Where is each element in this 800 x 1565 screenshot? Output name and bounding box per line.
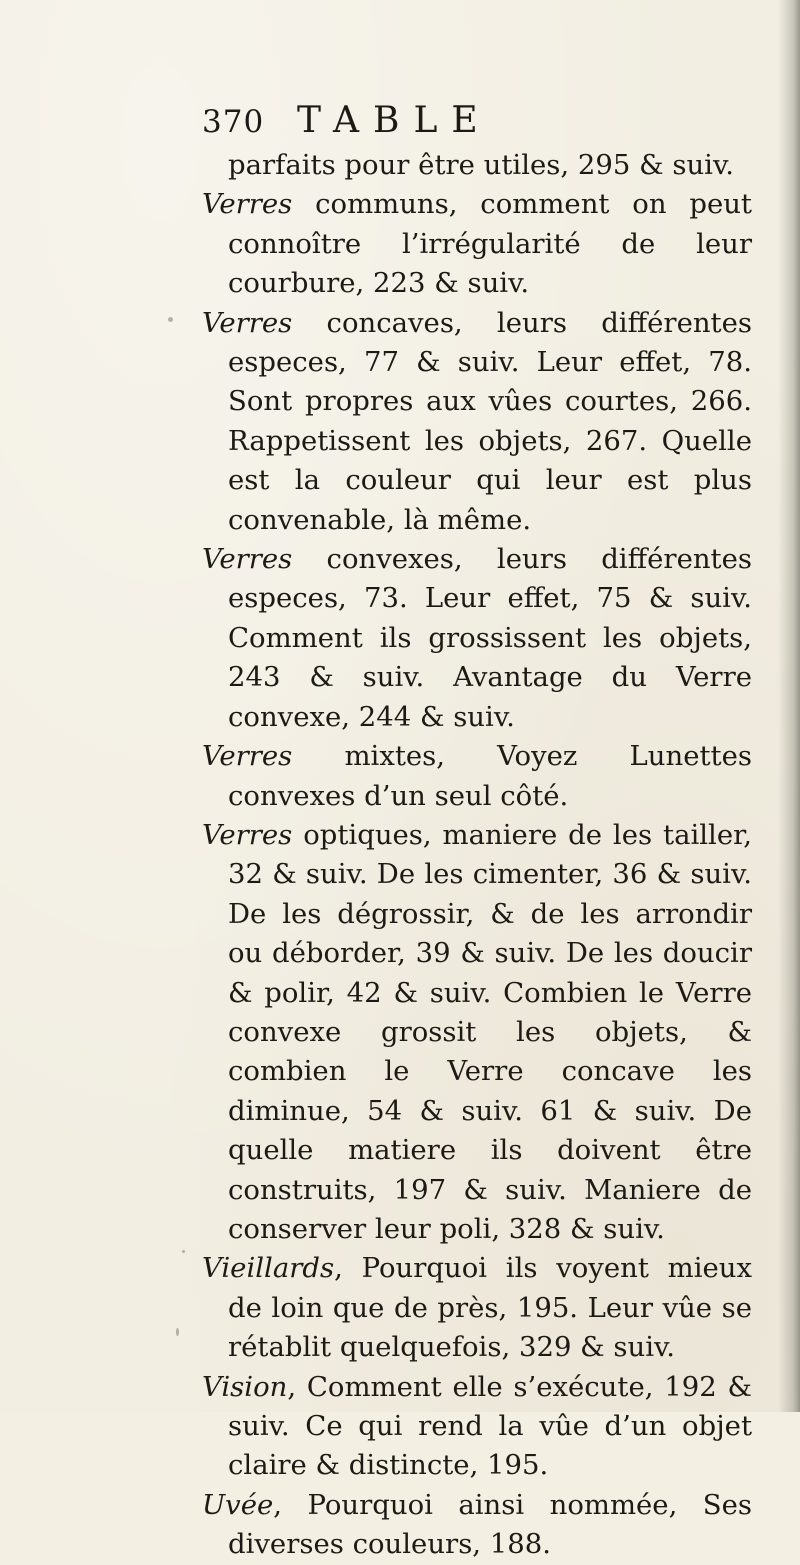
entry-text: communs, comment on peut connoître l’irrégularité de leur courbure, 223 & suiv. bbox=[228, 188, 752, 300]
entry-text: convexes, leurs différentes especes, 73. Leur effet, 75 & suiv. Comment ils grossissent les objets, 243 & suiv. Avantage du Verre convexe, 244 & suiv. bbox=[228, 543, 752, 733]
entry-keyword: Verres bbox=[202, 543, 293, 576]
index-entry-uvee bbox=[202, 1486, 752, 1565]
running-head: TABLE bbox=[297, 100, 492, 141]
page-header bbox=[202, 100, 762, 144]
index-entry-verres-concaves bbox=[202, 304, 752, 540]
entry-text: , Pourquoi ils voyent mieux de loin que de près, 195. Leur vûe se rétablit quelquefois, 329 & suiv. bbox=[228, 1252, 752, 1364]
entry-keyword: Vieillards bbox=[202, 1252, 335, 1285]
index-entry-continued bbox=[202, 146, 752, 185]
index-entry-verres-convexes bbox=[202, 540, 752, 737]
ink-speck bbox=[176, 1328, 179, 1336]
entry-text: mixtes, Voyez Lunettes convexes d’un seul côté. bbox=[228, 740, 752, 812]
ink-speck bbox=[168, 317, 173, 322]
index-entries bbox=[202, 146, 752, 1565]
page-edge-shadow bbox=[778, 0, 800, 1412]
index-entry-verres-communs bbox=[202, 185, 752, 303]
index-entry-verres-mixtes bbox=[202, 737, 752, 816]
entry-text: optiques, maniere de les tailler, 32 & suiv. De les cimenter, 36 & suiv. De les dégrossir, & de les arrondir ou déborder, 39 & suiv. De les doucir & polir, 42 & suiv. Combien le Verre convexe grossit les objets, & combien le Verre concave les diminue, 54 & suiv. 61 & suiv. De quelle matiere ils doivent être construits, 197 & suiv. Maniere de conserver leur poli, 328 & suiv. bbox=[228, 818, 752, 1245]
entry-keyword: Verres bbox=[202, 188, 293, 221]
entry-text: parfaits pour être utiles, 295 & suiv. bbox=[228, 149, 734, 181]
entry-keyword: Verres bbox=[202, 818, 293, 851]
index-entry-vieillards bbox=[202, 1249, 752, 1367]
index-entry-verres-optiques bbox=[202, 816, 752, 1249]
ink-speck bbox=[182, 1250, 185, 1253]
index-entry-vision bbox=[202, 1368, 752, 1486]
entry-keyword: Uvée bbox=[202, 1488, 274, 1521]
page-number: 370 bbox=[202, 104, 265, 140]
entry-text: , Pourquoi ainsi nommée, Ses diverses couleurs, 188. bbox=[228, 1488, 752, 1561]
entry-keyword: Verres bbox=[202, 306, 293, 339]
entry-keyword: Vision bbox=[202, 1370, 288, 1403]
entry-keyword: Verres bbox=[202, 740, 293, 773]
entry-text: , Comment elle s’exécute, 192 & suiv. Ce qui rend la vûe d’un objet claire & distincte, 195. bbox=[228, 1370, 752, 1482]
entry-text: concaves, leurs différentes especes, 77 & suiv. Leur effet, 78. Sont propres aux vûes courtes, 266. Rappetissent les objets, 267. Quelle est la couleur qui leur est plus convenable, là même. bbox=[228, 306, 752, 536]
